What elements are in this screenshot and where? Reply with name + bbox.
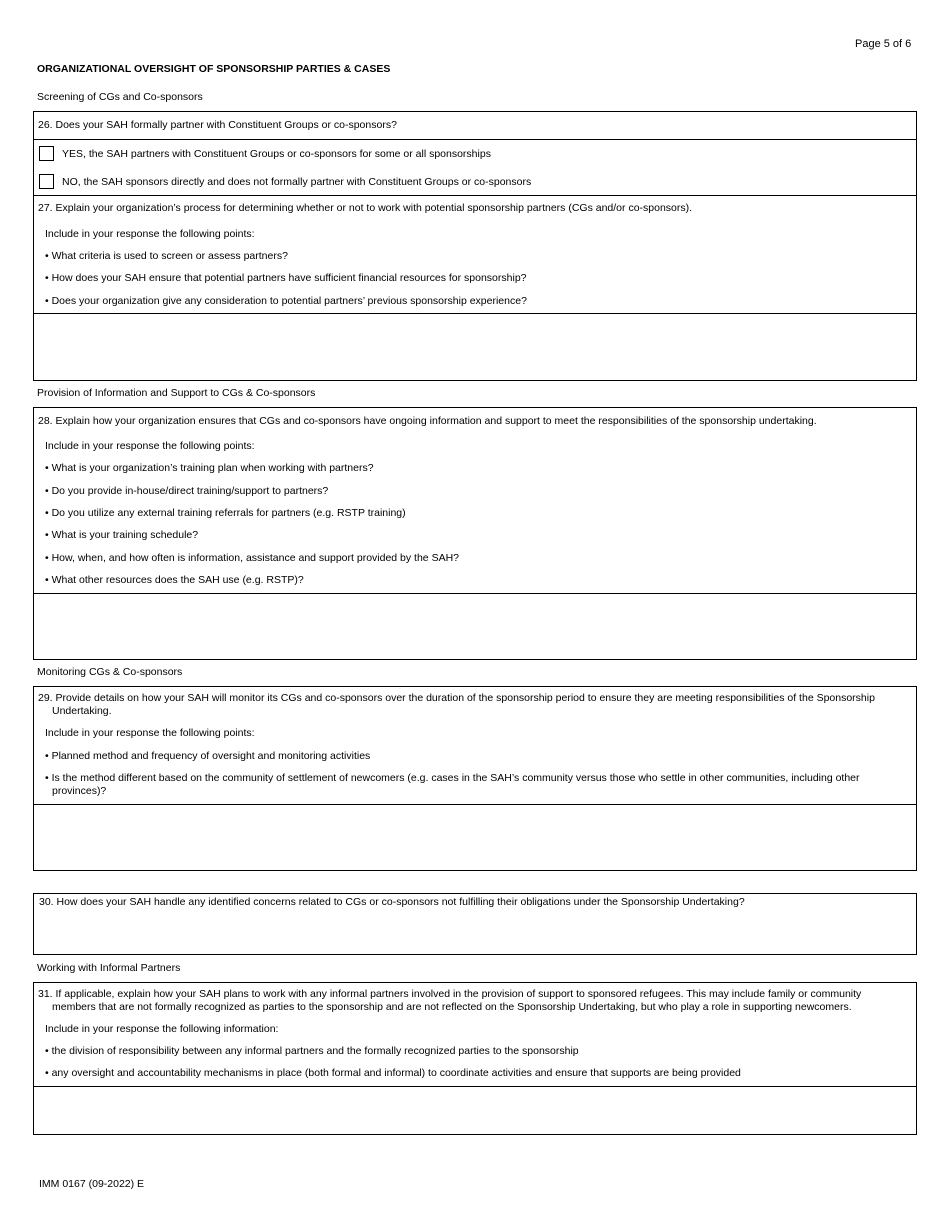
provision-box xyxy=(33,407,917,660)
question-30: 30. How does your SAH handle any identified concerns related to CGs or co-sponsors not fulfilling their obligations under the Sponsorship Undertaking? xyxy=(39,896,745,908)
section-heading-informal: Working with Informal Partners xyxy=(37,962,181,974)
q28-bullet-2: • Do you provide in-house/direct training/support to partners? xyxy=(45,485,329,497)
q27-answer-field[interactable] xyxy=(34,314,916,380)
q28-bullet-4: • What is your training schedule? xyxy=(45,529,199,541)
question-31-line-2: members that are not formally recognized as parties to the sponsorship and are not reflected on the Sponsorship Undertaking, but who play a role in supporting newcomers. xyxy=(52,1001,852,1013)
section-heading-monitoring: Monitoring CGs & Co-sponsors xyxy=(37,666,183,678)
q27-bullet-1: • What criteria is used to screen or assess partners? xyxy=(45,250,288,262)
q29-answer-field[interactable] xyxy=(34,805,916,870)
q28-bullet-6: • What other resources does the SAH use (e.g. RSTP)? xyxy=(45,574,304,586)
question-29-line-2: Undertaking. xyxy=(52,705,112,717)
form-code: IMM 0167 (09-2022) E xyxy=(39,1178,145,1190)
q28-bullet-3: • Do you utilize any external training referrals for partners (e.g. RSTP training) xyxy=(45,507,406,519)
page-title: ORGANIZATIONAL OVERSIGHT OF SPONSORSHIP PARTIES & CASES xyxy=(37,63,391,75)
q31-include: Include in your response the following information: xyxy=(45,1023,279,1035)
section-heading-screening: Screening of CGs and Co-sponsors xyxy=(37,91,203,103)
q26-yes-checkbox[interactable] xyxy=(39,146,54,161)
q29-include: Include in your response the following points: xyxy=(45,727,255,739)
question-26: 26. Does your SAH formally partner with Constituent Groups or co-sponsors? xyxy=(38,119,397,131)
question-29-line-1: 29. Provide details on how your SAH will monitor its CGs and co-sponsors over the duration of the sponsorship period to ensure they are meeting responsibilities of the Sponsorship xyxy=(38,692,875,704)
q26-no-checkbox[interactable] xyxy=(39,174,54,189)
section-heading-provision: Provision of Information and Support to CGs & Co-sponsors xyxy=(37,387,316,399)
informal-box xyxy=(33,982,917,1135)
q27-bullet-3: • Does your organization give any consideration to potential partners’ previous sponsorship experience? xyxy=(45,295,527,307)
question-27: 27. Explain your organization’s process for determining whether or not to work with potential sponsorship partners (CGs and/or co-sponsors). xyxy=(38,202,693,214)
page-number: Page 5 of 6 xyxy=(855,38,912,50)
q26-option-no xyxy=(34,174,916,190)
question-28: 28. Explain how your organization ensures that CGs and co-sponsors have ongoing information and support to meet the responsibilities of the sponsorship undertaking. xyxy=(38,415,817,427)
q26-yes-label: YES, the SAH partners with Constituent Groups or co-sponsors for some or all sponsorships xyxy=(62,148,491,160)
q28-answer-field[interactable] xyxy=(34,594,916,659)
q30-answer-field[interactable] xyxy=(34,912,916,954)
q31-bullet-1: • the division of responsibility between any informal partners and the formally recognized parties to the sponsorship xyxy=(45,1045,579,1057)
q27-include: Include in your response the following points: xyxy=(45,228,255,240)
q28-bullet-1: • What is your organization’s training plan when working with partners? xyxy=(45,462,374,474)
question-31-line-1: 31. If applicable, explain how your SAH plans to work with any informal partners involved in the provision of support to sponsored refugees. This may include family or community xyxy=(38,988,862,1000)
q31-answer-field[interactable] xyxy=(34,1087,916,1134)
q27-bullet-2: • How does your SAH ensure that potential partners have sufficient financial resources for sponsorship? xyxy=(45,272,527,284)
q29-bullet-1: • Planned method and frequency of oversight and monitoring activities xyxy=(45,750,371,762)
q30-box xyxy=(33,893,917,955)
q26-no-label: NO, the SAH sponsors directly and does not formally partner with Constituent Groups or co-sponsors xyxy=(62,176,532,188)
q26-option-yes xyxy=(34,146,916,162)
q28-include: Include in your response the following points: xyxy=(45,440,255,452)
q29-bullet-2-line-1: • Is the method different based on the community of settlement of newcomers (e.g. cases in the SAH’s community versus those who settle in other communities, including other xyxy=(45,772,860,784)
screening-box xyxy=(33,111,917,381)
q28-bullet-5: • How, when, and how often is information, assistance and support provided by the SAH? xyxy=(45,552,459,564)
monitoring-box xyxy=(33,686,917,871)
q31-bullet-2: • any oversight and accountability mechanisms in place (both formal and informal) to coordinate activities and ensure that supports are being provided xyxy=(45,1067,741,1079)
q29-bullet-2-line-2: provinces)? xyxy=(52,785,107,797)
